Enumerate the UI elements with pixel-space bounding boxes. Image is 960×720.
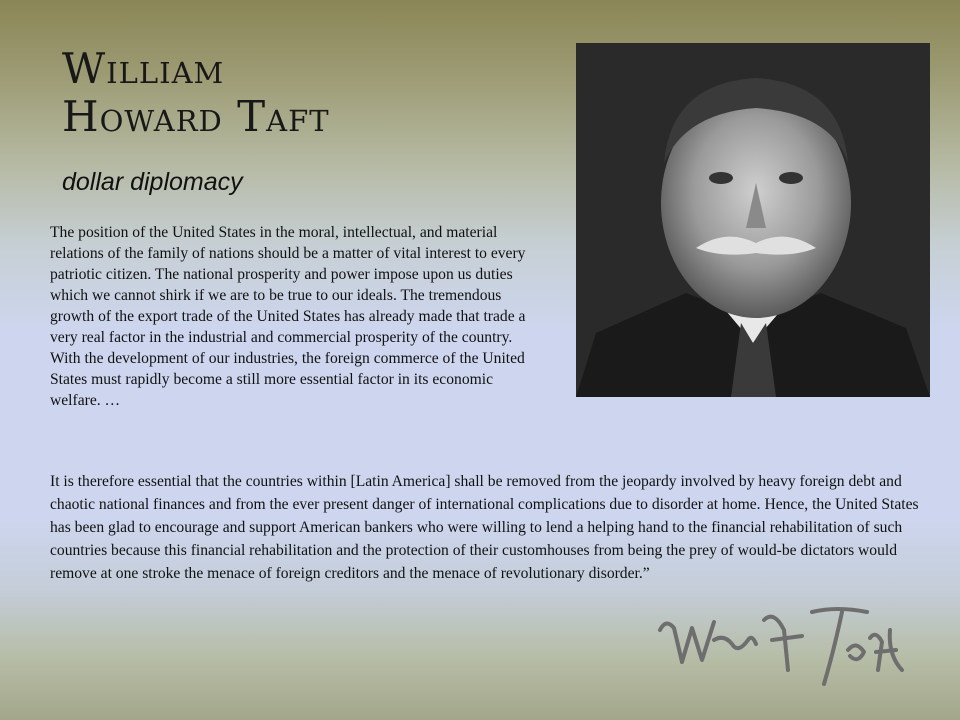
portrait-photo-icon bbox=[576, 43, 930, 397]
title-line-1: William bbox=[62, 44, 225, 93]
quote-paragraph-1: The position of the United States in the moral, intellectual, and material relations of the family of nations should be a matter of vital interest to every patriotic citizen. The national prosperity and power impose upon us duties which we cannot shirk if we are to be true to our ideals. The tremendous growth of the export trade of the United States has already made that trade a very real factor in the industrial and commercial prosperity of the country. With the development of our industries, the foreign commerce of the United States must rapidly become a still more essential factor in its economic welfare. … bbox=[50, 224, 526, 409]
quote-paragraph-2: It is therefore essential that the countries within [Latin America] shall be removed from the jeopardy involved by heavy foreign debt and chaotic national finances and from the ever present danger of international complications due to disorder at home. Hence, the United States has been glad to encourage and support American bankers who were willing to lend a helping hand to the financial rehabilitation of such countries because this financial rehabilitation and the protection of their customhouses from being the prey of would-be dictators would remove at one stroke the menace of foreign creditors and the menace of revolutionary disorder.” bbox=[50, 473, 919, 582]
signature-icon bbox=[652, 600, 914, 690]
slide-subtitle: dollar diplomacy bbox=[62, 168, 243, 196]
portrait-photo bbox=[576, 43, 930, 397]
title-line-2: Howard Taft bbox=[62, 92, 330, 141]
slide-title bbox=[62, 44, 330, 141]
signature bbox=[652, 600, 914, 690]
